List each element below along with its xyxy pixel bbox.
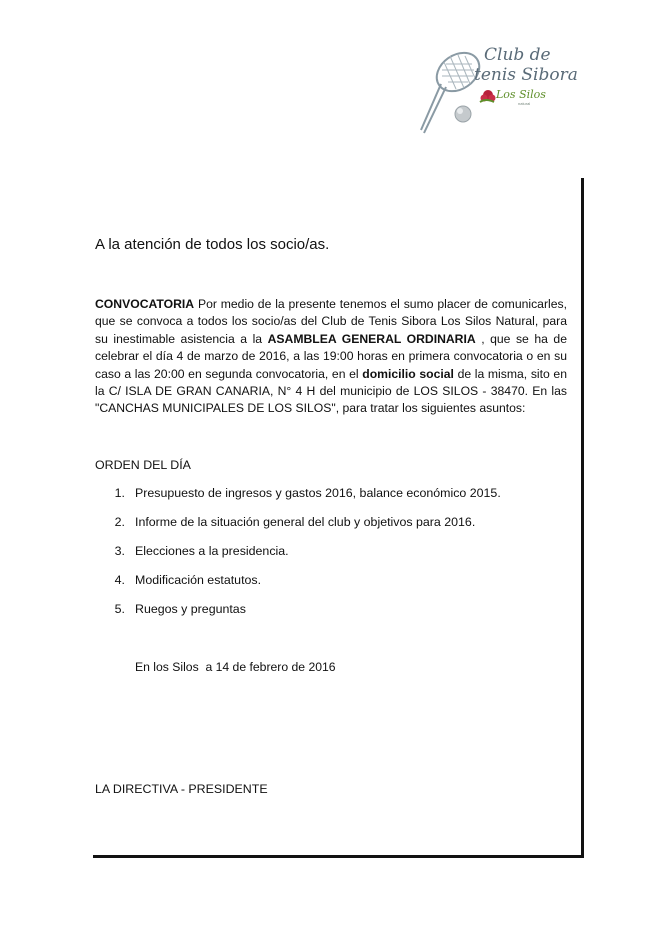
convocatoria-text-3: de la misma, sito en la C/ ISLA DE GRAN CANARIA, N° 4 H del municipio de LOS SILOS - 38470. En las "CANCHAS MUNICIPALES DE LOS SILOS", para tratar los siguientes asuntos:	[95, 366, 567, 416]
agenda-item-text: Informe de la situación general del club y objetivos para 2016.	[135, 515, 476, 529]
agenda-item-text: Ruegos y preguntas	[135, 602, 246, 616]
club-logo	[418, 40, 578, 140]
logo-brand-tag: natural	[518, 101, 531, 106]
convocatoria-text-1: Por medio de la presente tenemos el sumo placer de comunicarles, que se convoca a todos los socio/as del Club de Tenis Sibora Los Silos Natural, para su inestimable asistencia a la	[95, 297, 567, 346]
agenda-item-number: 3.	[114, 544, 125, 558]
logo-line-2: tenis Sibora	[474, 65, 578, 85]
frame-right-border	[581, 178, 584, 858]
convocatoria-lead: CONVOCATORIA	[95, 297, 195, 311]
agenda-item-text: Modificación estatutos.	[135, 573, 262, 587]
convocatoria-paragraph	[95, 296, 567, 418]
date-line: En los Silos a 14 de febrero de 2016	[135, 660, 336, 674]
orden-del-dia-title: ORDEN DEL DÍA	[95, 458, 191, 472]
logo-line-1: Club de	[484, 45, 551, 65]
domicilio-social: domicilio social	[362, 366, 454, 381]
agenda-item-number: 2.	[114, 515, 125, 529]
agenda-item-text: Elecciones a la presidencia.	[135, 544, 289, 558]
assembly-name: ASAMBLEA GENERAL ORDINARIA	[267, 331, 476, 346]
greeting-heading: A la atención de todos los socio/as.	[95, 236, 330, 253]
agenda-item-number: 5.	[114, 602, 125, 616]
agenda-item-number: 1.	[114, 486, 125, 500]
agenda-item-text: Presupuesto de ingresos y gastos 2016, balance económico 2015.	[135, 486, 501, 500]
tennis-racket-logo-icon	[418, 40, 578, 140]
signature: LA DIRECTIVA - PRESIDENTE	[95, 782, 268, 796]
agenda-item-number: 4.	[114, 573, 125, 587]
convocatoria-text-2: , que se ha de celebrar el día 4 de marzo de 2016, a las 19:00 horas en primera convocatoria o en su caso a las 20:00 en segunda convocatoria, en el	[95, 331, 567, 381]
frame-bottom-border	[93, 855, 584, 858]
logo-brand: Los Silos	[496, 88, 546, 101]
